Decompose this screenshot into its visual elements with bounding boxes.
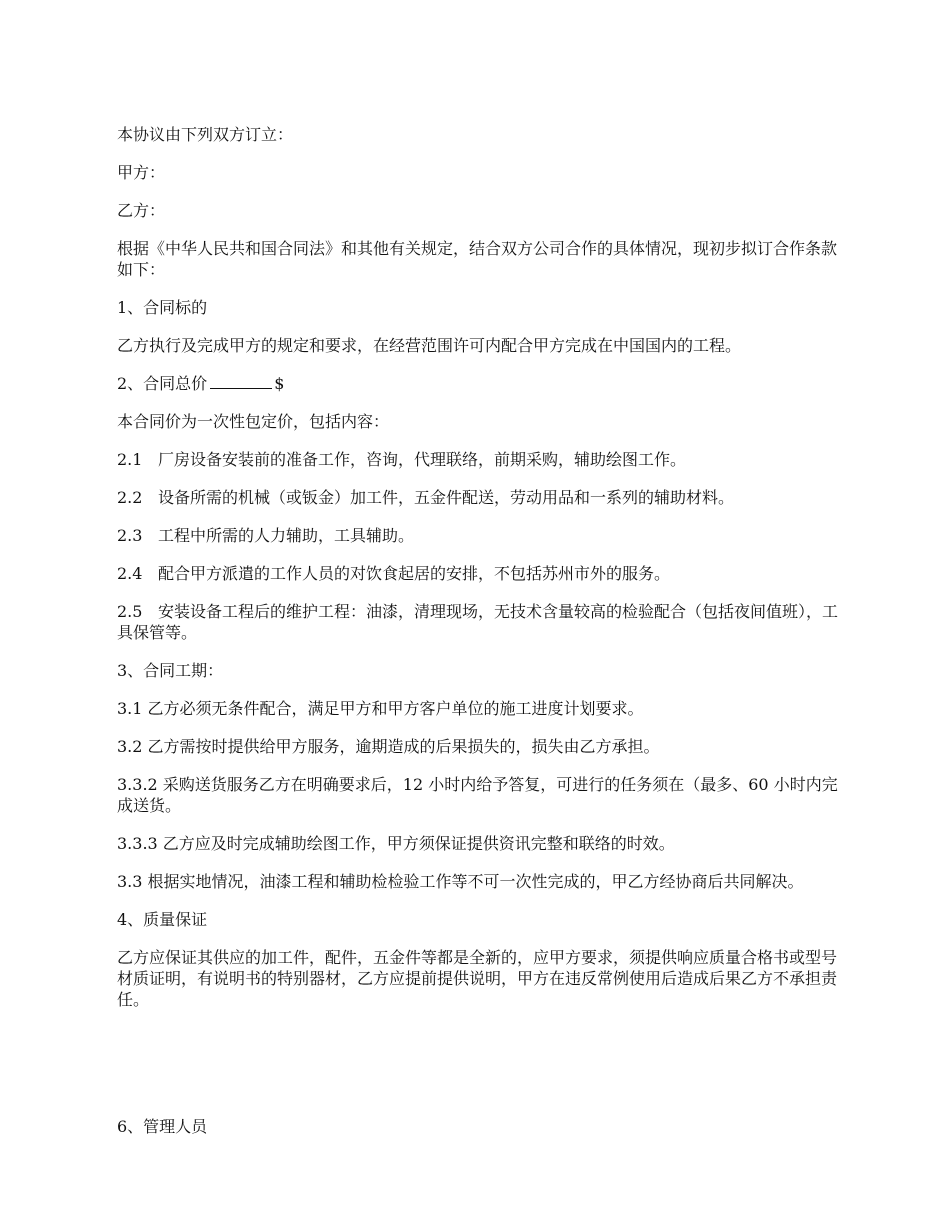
party-a-line: 甲方：: [117, 163, 166, 182]
section2-item-text: 工程中所需的人力辅助，工具辅助。: [158, 526, 415, 545]
party-b-line: 乙方：: [117, 201, 166, 220]
section4-heading: 4、质量保证: [117, 910, 208, 929]
section6-heading: 6、管理人员: [117, 1117, 208, 1136]
section2-heading-prefix: 2、合同总价: [117, 374, 208, 393]
section3-heading: 3、合同工期：: [117, 661, 224, 680]
section3-item: 3.2 乙方需按时提供给甲方服务，逾期造成的后果损失的，损失由乙方承担。: [117, 737, 660, 756]
section2-item: [117, 563, 842, 584]
section2-item-number: 2.3: [117, 526, 143, 545]
section3-item: 3.1 乙方必须无条件配合，满足甲方和甲方客户单位的施工进度计划要求。: [117, 699, 644, 718]
section2-body: 本合同价为一次性包定价，包括内容：: [117, 412, 390, 431]
section2-item-number: 2.1: [117, 450, 143, 469]
section2-item-text: 安装设备工程后的维护工程：油漆，清理现场，无技术含量较高的检验配合（包括夜间值班），工具保管等。: [117, 602, 839, 642]
section2-item-text: 设备所需的机械（或钣金）加工件，五金件配送，劳动用品和一系列的辅助材料。: [158, 488, 735, 507]
document-body: [117, 124, 842, 1154]
section3-item: 3.3.3 乙方应及时完成辅助绘图工作，甲方须保证提供资讯完整和联络的时效。: [117, 834, 675, 853]
section1-body: 乙方执行及完成甲方的规定和要求，在经营范围许可内配合甲方完成在中国国内的工程。: [117, 336, 742, 355]
section2-item: [117, 601, 842, 643]
section2-item-number: 2.4: [117, 564, 143, 583]
section2-item-text: 配合甲方派遣的工作人员的对饮食起居的安排，不包括苏州市外的服务。: [158, 564, 671, 583]
section4-body: 乙方应保证其供应的加工件，配件，五金件等都是全新的，应甲方要求，须提供响应质量合格书或型号材质证明，有说明书的特别器材，乙方应提前提供说明，甲方在违反常例使用后造成后果乙方不承担责任。: [117, 948, 838, 1009]
section2-item: [117, 487, 842, 508]
section2-item-number: 2.2: [117, 488, 143, 507]
blank-space: [117, 1027, 842, 1116]
section2-heading-suffix: $: [274, 374, 285, 393]
section2-item-text: 厂房设备安装前的准备工作，咨询，代理联络，前期采购，辅助绘图工作。: [158, 450, 687, 469]
section2-item-number: 2.5: [117, 602, 143, 621]
section2-item: [117, 525, 842, 546]
section2-heading: [117, 373, 842, 394]
preamble-paragraph: 根据《中华人民共和国合同法》和其他有关规定，结合双方公司合作的具体情况，现初步拟订合作条款如下：: [117, 239, 838, 279]
price-blank-line: [210, 374, 272, 389]
section3-item: 3.3.2 采购送货服务乙方在明确要求后，12 小时内给予答复，可进行的任务须在（最多、60 小时内完成送货。: [117, 775, 838, 815]
intro-line: 本协议由下列双方订立：: [117, 125, 294, 144]
section2-item: [117, 449, 842, 470]
section1-heading: 1、合同标的: [117, 298, 208, 317]
section3-item: 3.3 根据实地情况，油漆工程和辅助检检验工作等不可一次性完成的，甲乙方经协商后共同解决。: [117, 872, 804, 891]
